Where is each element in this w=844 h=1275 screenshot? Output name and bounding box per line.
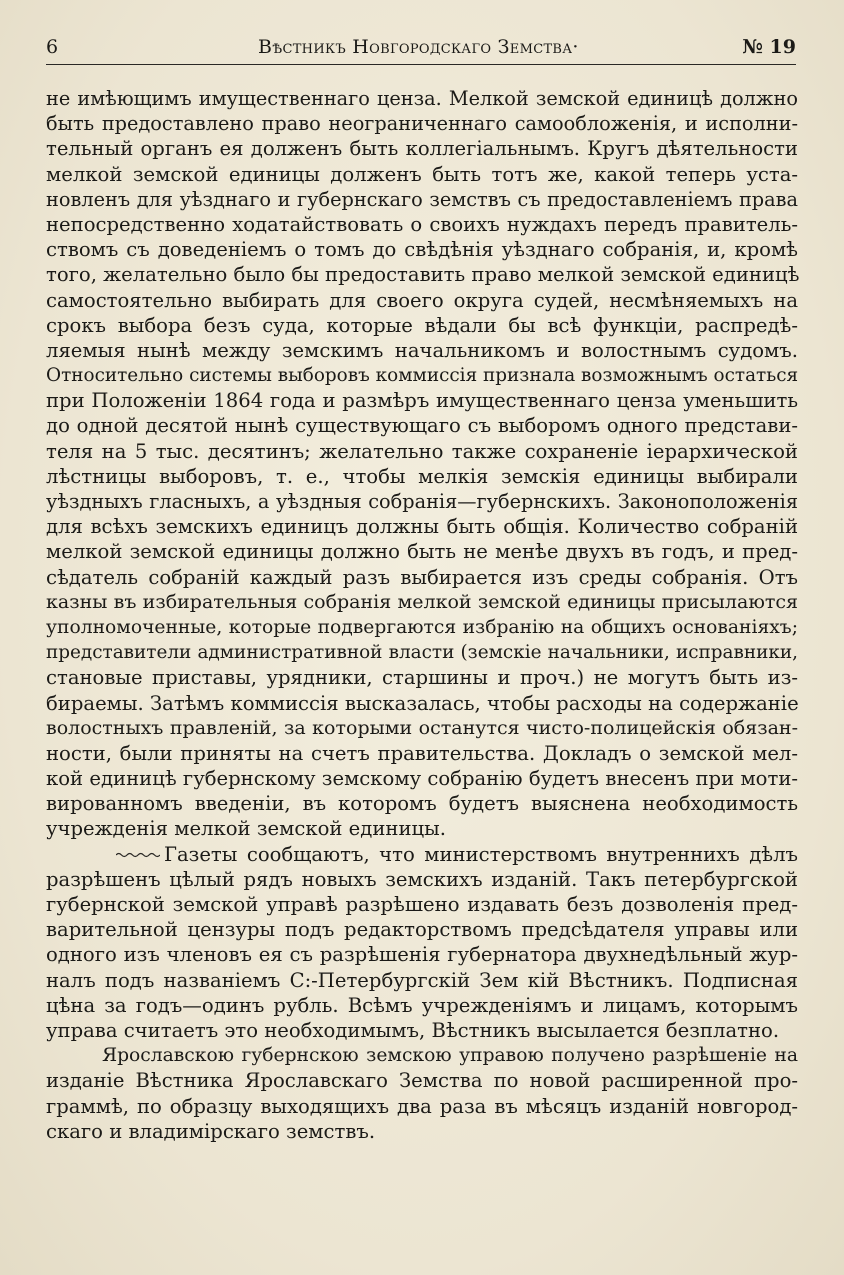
text-line: лѣстницы выборовъ, т. е., чтобы мелкія земскія единицы выбирали — [46, 464, 798, 488]
text-line: ляемыя нынѣ между земскимъ начальникомъ и волостнымъ судомъ. — [46, 338, 798, 362]
text-line: изданіе Вѣстника Ярославскаго Земства по новой расширенной про- — [46, 1069, 798, 1093]
journal-title: Вѣстникъ Новгородскаго Земства· — [258, 36, 579, 58]
text-line: того, желательно было бы предоставить право мелкой земской единицѣ — [46, 263, 800, 287]
text-line: срокъ выбора безъ суда, которые вѣдали бы всѣ функціи, распредѣ- — [46, 313, 798, 337]
text-line: ствомъ съ доведеніемъ о томъ до свѣдѣнія уѣзднаго собранія, и, кромѣ — [46, 238, 798, 262]
text-line: сѣдатель собраній каждый разъ выбирается изъ среды собранія. Отъ — [46, 565, 798, 589]
page-number: 6 — [46, 36, 59, 58]
body-text — [46, 86, 798, 1144]
text-line: Относительно системы выборовъ коммиссія признала возможнымъ остаться — [46, 365, 799, 387]
text-line: кой единицѣ губернскому земскому собранію будетъ внесенъ при моти- — [46, 767, 798, 791]
paragraph — [46, 842, 798, 1044]
text-line: граммѣ, по образцу выходящихъ два раза въ мѣсяцъ изданій новгород- — [46, 1094, 798, 1118]
text-line: бираемы. Затѣмъ коммиссія высказалась, чтобы расходы на содержаніе — [46, 691, 799, 715]
text-line: тельный органъ ея долженъ быть коллегіальнымъ. Кругъ дѣятельности — [46, 137, 798, 161]
wave-ornament-icon — [116, 852, 160, 858]
text-line: становые приставы, урядники, старшины и проч.) не могутъ быть из- — [46, 666, 798, 690]
text-line: скаго и владимірскаго земствъ. — [46, 1119, 376, 1143]
text-line: цѣна за годъ—одинъ рубль. Всѣмъ учрежденіямъ и лицамъ, которымъ — [46, 993, 798, 1017]
text-line: до одной десятой нынѣ существующаго съ выборомъ одного представи- — [46, 414, 798, 438]
text-line: ности, были приняты на счетъ правительства. Докладъ о земской мел- — [46, 741, 798, 765]
text-line: не имѣющимъ имущественнаго ценза. Мелкой земской единицѣ должно — [46, 87, 798, 110]
text-line: уѣздныхъ гласныхъ, а уѣздныя собранія—губернскихъ. Законоположенія — [46, 490, 798, 513]
text-line: новленъ для уѣзднаго и губернскаго земствъ съ предоставленіемъ права — [46, 187, 798, 211]
text-line: уполномоченные, которые подвергаются избранію на общихъ основаніяхъ; — [46, 616, 798, 638]
text-line: Ярославскою губернскою земскою управою получено разрѣшеніе на — [102, 1045, 798, 1067]
text-line: варительной цензуры подъ редакторствомъ предсѣдателя управы или — [46, 918, 798, 942]
text-line: представители административной власти (земскіе начальники, исправники, — [46, 642, 798, 664]
text-line: казны въ избирательныя собранія мелкой земской единицы присылаются — [46, 590, 798, 613]
issue-number: № 19 — [742, 36, 796, 58]
running-header — [46, 34, 796, 65]
paragraph — [46, 1043, 798, 1144]
text-line: при Положеніи 1864 года и размѣръ имущественнаго ценза уменьшить — [46, 389, 798, 413]
text-line: мелкой земской единицы должно быть не менѣе двухъ въ годъ, и пред- — [46, 540, 798, 564]
text-line: разрѣшенъ цѣлый рядъ новыхъ земскихъ изданій. Такъ петербургской — [46, 867, 798, 891]
text-line: для всѣхъ земскихъ единицъ должны быть общія. Количество собраній — [46, 515, 798, 539]
text-line: волостныхъ правленій, за которыми останутся чисто-полицейскія обязан- — [46, 716, 798, 739]
text-line: самостоятельно выбирать для своего округа судей, несмѣняемыхъ на — [46, 288, 798, 312]
text-line: управа считаетъ это необходимымъ, Вѣстникъ высылается безплатно. — [46, 1018, 780, 1042]
text-line: непосредственно ходатайствовать о своихъ нуждахъ передъ правитель- — [46, 212, 798, 236]
text-line: губернской земской управѣ разрѣшено издавать безъ дозволенія пред- — [46, 893, 798, 916]
text-line: Газеты сообщаютъ, что министерствомъ внутреннихъ дѣлъ — [164, 842, 798, 866]
text-line: одного изъ членовъ ея съ разрѣшенія губернатора двухнедѣльный жур- — [46, 943, 798, 967]
text-line: быть предоставлено право неограниченнаго самообложенія, и исполни- — [46, 112, 798, 136]
paragraph — [46, 86, 798, 842]
text-line: учрежденія мелкой земской единицы. — [46, 817, 446, 841]
text-line: налъ подъ названіемъ С:-Петербургскій Зем кій Вѣстникъ. Подписная — [46, 968, 798, 992]
text-line: вированномъ введеніи, въ которомъ будетъ выяснена необходимость — [46, 792, 798, 816]
text-line: мелкой земской единицы долженъ быть тотъ же, какой теперь уста- — [46, 162, 798, 186]
text-line: теля на 5 тыс. десятинъ; желательно также сохраненіе іерархической — [46, 439, 798, 463]
